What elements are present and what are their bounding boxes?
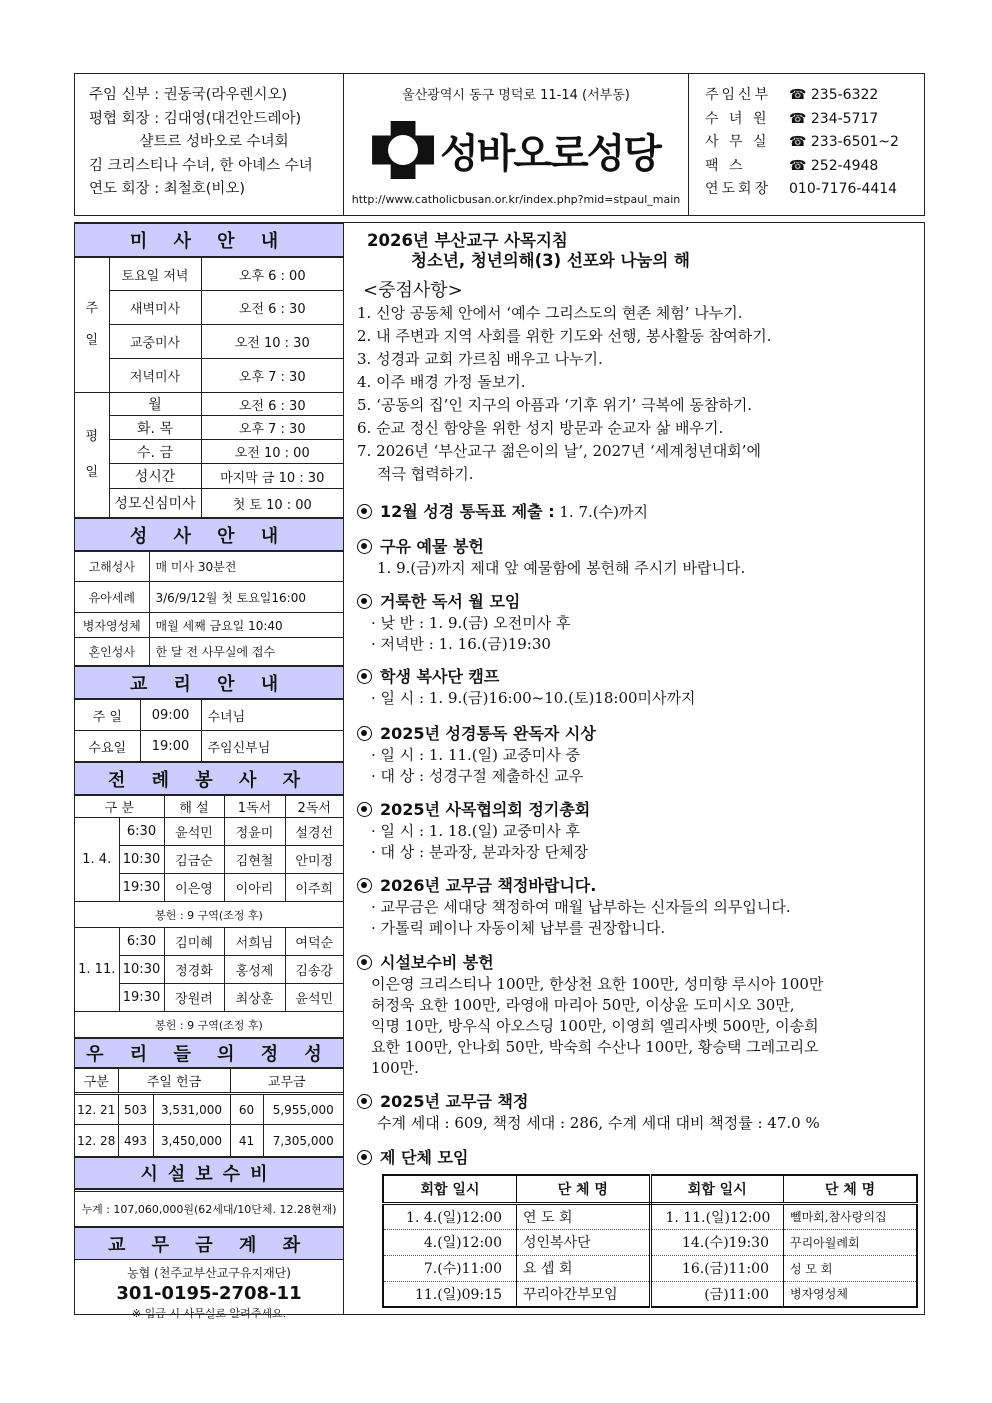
guideline-theme: 청소년, 청년의해(3) 선포와 나눔의 해: [411, 251, 690, 270]
mass-name: 새벽미사: [109, 291, 201, 325]
phone-row: [705, 108, 924, 132]
bulletin-header: [74, 73, 925, 216]
offering-row: [75, 1125, 343, 1157]
church-url[interactable]: http://www.catholicbusan.or.kr/index.php?mid=stpaul_main: [351, 193, 681, 206]
server-name: 김송강: [285, 956, 343, 984]
group-header-row: [383, 1175, 917, 1203]
group-name: 성 모 회: [784, 1255, 918, 1281]
liturgy-table: [75, 795, 343, 1038]
mass-row: [75, 325, 343, 359]
notice-line: · 저녁반 : 1. 16.(금)19:30: [371, 635, 551, 653]
phone-row: [705, 131, 924, 155]
church-address: 울산광역시 동구 명덕로 11-14 (서부동): [402, 88, 630, 103]
account-info: [75, 1260, 343, 1322]
mass-time: 오전 6 : 30: [201, 393, 343, 416]
sacrament-row: [75, 638, 343, 666]
server-name: 윤석민: [285, 984, 343, 1012]
mass-row: [75, 359, 343, 393]
sacrament-name: 혼인성사: [75, 638, 149, 666]
notice: [357, 501, 920, 523]
server-name: 김금순: [164, 846, 224, 874]
focus-item: 4. 이주 배경 가정 돌보기.: [357, 373, 526, 391]
focus-item: 1. 신앙 공동체 안에서 ‘예수 그리스도의 현존 체험’ 나누기.: [357, 304, 743, 322]
focus-item: 5. ‘공동의 집’인 지구의 아픔과 ‘기후 위기’ 극복에 동참하기.: [357, 396, 753, 414]
offering-cell: 41: [230, 1125, 263, 1157]
offering-cell: 5,955,000: [263, 1094, 343, 1125]
church-name: 성바오로성당: [440, 130, 660, 177]
sacrament-name: 유아세례: [75, 582, 149, 613]
server-name: 서희님: [224, 928, 285, 956]
notice-line: · 일 시 : 1. 11.(일) 교중미사 중: [371, 746, 580, 764]
notice-heading: [357, 723, 920, 745]
facility-table: [75, 1189, 343, 1227]
server-name: 홍성제: [224, 956, 285, 984]
notice-heading: [357, 536, 920, 558]
mass-time: 오전 10 : 30: [201, 325, 343, 359]
notice: [357, 536, 920, 579]
church-identity: [344, 74, 689, 215]
mass-time: 오후 6 : 00: [201, 258, 343, 291]
phone-number: ☎ 234-5717: [789, 110, 879, 127]
sacrament-info: [75, 518, 343, 551]
council-president-line: 평협 회장 : 김대영(대건안드레아): [89, 110, 302, 127]
group-name: 뻴마회,참사랑의집: [784, 1203, 918, 1229]
server-name: 김미혜: [164, 928, 224, 956]
server-name: 이주희: [285, 874, 343, 902]
phone-number: ☎ 252-4948: [789, 157, 879, 174]
phone-row: [705, 84, 924, 108]
bullet-icon: [357, 504, 372, 519]
clergy-info: [75, 74, 344, 215]
phone-label: 팩 스: [705, 157, 746, 174]
offering-col-header: 교무금: [230, 1069, 343, 1094]
group-col-header: 회합 일시: [650, 1175, 784, 1203]
catechism-teacher: 주임신부님: [201, 731, 343, 762]
mass-row: [75, 258, 343, 291]
notice-title: 12월 성경 통독표 제출 :: [380, 502, 555, 521]
mass-name: 교중미사: [109, 325, 201, 359]
mass-time: 첫 토 10 : 00: [201, 489, 343, 518]
server-name: 이은영: [164, 874, 224, 902]
server-name: 안미정: [285, 846, 343, 874]
notice-heading: [357, 591, 920, 613]
mass-time: 19:30: [119, 874, 164, 902]
sunday-label: 주 일: [75, 258, 109, 393]
catechism-row: [75, 700, 343, 731]
group-col-header: 단 체 명: [517, 1175, 651, 1203]
phone-row: [705, 155, 924, 179]
facility-fund: [75, 1157, 343, 1189]
mass-row: [75, 416, 343, 440]
sacrament-row: [75, 552, 343, 582]
notice-line: · 대 상 : 분과장, 분과차장 단체장: [371, 843, 589, 861]
bullet-icon: [357, 669, 372, 684]
phone-number: ☎ 233-6501~2: [789, 134, 899, 150]
meeting-time: (금)11:00: [650, 1281, 784, 1307]
mass-name: 월: [109, 393, 201, 416]
mass-time: 10:30: [119, 956, 164, 984]
mass-name: 성모신심미사: [109, 489, 201, 518]
notice-heading: [357, 875, 920, 897]
sacrament-detail: 한 달 전 사무실에 접수: [149, 638, 343, 666]
catechism-day: 수요일: [75, 731, 140, 762]
offering-col-header: 주일 헌금: [118, 1069, 230, 1094]
phone-list: [689, 74, 924, 215]
bulletin-body: [74, 222, 925, 1320]
right-column: [345, 223, 924, 1314]
mass-schedule: [75, 223, 343, 257]
catechism-day: 주 일: [75, 700, 140, 731]
weekday-label: 평 일: [75, 393, 109, 518]
phone-row: [705, 178, 924, 202]
phone-label: 수 녀 원: [705, 110, 770, 127]
bullet-icon: [357, 594, 372, 609]
group-row: [383, 1281, 917, 1307]
mass-time: 마지막 금 10 : 30: [201, 464, 343, 489]
server-name: 여덕순: [285, 928, 343, 956]
notice-inline: 1. 7.(수)까지: [559, 503, 648, 521]
offering-cell: 3,531,000: [153, 1094, 230, 1125]
catechism-info-title: 교 리 안 내: [75, 667, 343, 699]
group-row: [383, 1229, 917, 1255]
phone-label: 연도회장: [705, 181, 772, 197]
server-name: 장원려: [164, 984, 224, 1012]
offering-row: [75, 1094, 343, 1125]
liturgy-servers-title: 전 례 봉 사 자: [75, 763, 343, 795]
notice-title: 제 단체 모임: [380, 1148, 469, 1167]
funeral-president-line: 연도 회장 : 최철호(비오): [89, 181, 246, 197]
phone-number: ☎ 235-6322: [789, 87, 879, 103]
sacrament-name: 고해성사: [75, 552, 149, 582]
meeting-time: 14.(수)19:30: [650, 1229, 784, 1255]
meeting-time: 7.(수)11:00: [383, 1255, 517, 1281]
offering-stats: [75, 1038, 343, 1068]
notice-heading: [357, 666, 920, 688]
meeting-time: 11.(일)09:15: [383, 1281, 517, 1307]
liturgy-col-header: 2독서: [285, 796, 343, 818]
group-meetings-table: [382, 1174, 918, 1308]
notice-heading: [357, 1147, 920, 1169]
offering-cell: 12. 21: [75, 1094, 118, 1125]
meeting-time: 16.(금)11:00: [650, 1255, 784, 1281]
mass-row: [75, 291, 343, 325]
facility-total: 누계 : 107,060,000원(62세대/10단체. 12.28현재): [75, 1191, 343, 1227]
offering-header-row: [75, 1069, 343, 1094]
offering-cell: 493: [118, 1125, 153, 1157]
offering-cell: 12. 28: [75, 1125, 118, 1157]
sisters-names: 김 크리스티나 수녀, 한 아녜스 수녀: [89, 157, 313, 174]
offering-stats-title: 우 리 들 의 정 성: [75, 1039, 343, 1068]
notice-heading: [357, 1091, 920, 1113]
notice-title: 2025년 성경통독 완독자 시상: [380, 724, 596, 743]
sacrament-detail: 3/6/9/12월 첫 토요일16:00: [149, 582, 343, 613]
bullet-icon: [357, 539, 372, 554]
group-name: 성인복사단: [517, 1229, 651, 1255]
notice-line: 1. 9.(금)까지 제대 앞 예물함에 봉헌해 주시기 바랍니다.: [377, 559, 746, 577]
pastor-line: 주임 신부 : 권동국(라우렌시오): [89, 87, 288, 103]
notice-line: 요한 100만, 안나회 50만, 박숙희 수산나 100만, 황승택 그레고리오: [371, 1038, 819, 1056]
bullet-icon: [357, 726, 372, 741]
sisters-congregation: 샬트르 성바오로 수녀회: [139, 134, 289, 150]
group-name: 병자영성체: [784, 1281, 918, 1307]
catechism-info: [75, 666, 343, 699]
notice-title: 시설보수비 봉헌: [380, 953, 494, 972]
notice-title: 학생 복사단 캠프: [380, 667, 500, 686]
notice-line: 익명 10만, 방우식 아오스딩 100만, 이영희 엘리사벳 500만, 이송희: [371, 1017, 819, 1035]
notice-line: 100만.: [371, 1059, 419, 1077]
sacrament-row: [75, 613, 343, 638]
focus-label: <중점사항>: [363, 280, 463, 301]
server-name: 이아리: [224, 874, 285, 902]
notice-line: 이은영 크리스티나 100만, 한상천 요한 100만, 성미향 루시아 100만: [371, 975, 824, 993]
notice-title: 2025년 사목협의회 정기총회: [380, 800, 591, 819]
sacrament-row: [75, 582, 343, 613]
mass-time: 6:30: [119, 928, 164, 956]
group-name: 꾸리아월례회: [784, 1229, 918, 1255]
mass-row: [75, 464, 343, 489]
focus-item: 적극 협력하기.: [377, 465, 474, 483]
server-name: 정경화: [164, 956, 224, 984]
group-row: [383, 1203, 917, 1229]
mass-row: [75, 440, 343, 464]
focus-item: 6. 순교 정신 함양을 위한 성지 방문과 순교자 삶 배우기.: [357, 419, 724, 437]
liturgy-date: 1. 11.: [75, 928, 119, 1012]
notice-heading: [357, 952, 920, 974]
bullet-icon: [357, 955, 372, 970]
offering-district: 봉헌 : 9 구역(조정 후): [75, 902, 343, 928]
offering-row: [75, 902, 343, 928]
sacrament-table: [75, 551, 343, 666]
focus-item: 2. 내 주변과 지역 사회를 위한 기도와 선행, 봉사활동 참여하기.: [357, 327, 772, 345]
catechism-row: [75, 731, 343, 762]
notice-line: · 교무금은 세대당 책정하여 매월 납부하는 신자들의 의무입니다.: [371, 898, 791, 916]
group-name: 연 도 회: [517, 1203, 651, 1229]
notice-line: · 대 상 : 성경구절 제출하신 교우: [371, 767, 584, 785]
liturgy-col-header: 구 분: [75, 796, 164, 818]
group-col-header: 단 체 명: [784, 1175, 918, 1203]
focus-points: [357, 279, 920, 486]
notice-heading: [357, 501, 920, 523]
sacrament-info-title: 성 사 안 내: [75, 519, 343, 551]
offering-row: [75, 1012, 343, 1038]
bullet-icon: [357, 1150, 372, 1165]
notice-line: · 일 시 : 1. 9.(금)16:00~10.(토)18:00미사까지: [371, 689, 696, 707]
offering-cell: 503: [118, 1094, 153, 1125]
group-col-header: 회합 일시: [383, 1175, 517, 1203]
notice: [357, 666, 920, 709]
mass-time: 오후 7 : 30: [201, 359, 343, 393]
mass-time: 6:30: [119, 818, 164, 846]
mass-schedule-title: 미 사 안 내: [75, 224, 343, 257]
server-name: 최상훈: [224, 984, 285, 1012]
group-name: 꾸리아간부모임: [517, 1281, 651, 1307]
sacrament-detail: 매월 세째 금요일 10:40: [149, 613, 343, 638]
notice: [357, 1147, 920, 1169]
notice-title: 2025년 교무금 책정: [380, 1092, 529, 1111]
cross-dove-icon: [372, 121, 434, 179]
mass-time: 10:30: [119, 846, 164, 874]
notice: [357, 799, 920, 863]
notice-title: 2026년 교무금 책정바랍니다.: [380, 876, 597, 895]
phone-label: 주임신부: [705, 87, 772, 103]
notice-title: 구유 예물 봉헌: [380, 537, 484, 556]
notice-title: 거룩한 독서 월 모임: [380, 592, 521, 611]
notice: [357, 952, 920, 1079]
mass-name: 성시간: [109, 464, 201, 489]
liturgy-col-header: 1독서: [224, 796, 285, 818]
account-number: 301-0195-2708-11: [116, 1283, 302, 1304]
server-name: 김현철: [224, 846, 285, 874]
notice-line: · 낮 반 : 1. 9.(금) 오전미사 후: [371, 614, 571, 632]
facility-fund-title: 시설보수비: [75, 1158, 343, 1189]
mass-name: 수. 금: [109, 440, 201, 464]
tithe-account: [75, 1227, 343, 1260]
liturgy-row: [75, 928, 343, 956]
mass-time: 오전 6 : 30: [201, 291, 343, 325]
offering-district: 봉헌 : 9 구역(조정 후): [75, 1012, 343, 1038]
catechism-time: 19:00: [140, 731, 201, 762]
liturgy-col-header: 해 설: [164, 796, 224, 818]
group-name: 요 셉 회: [517, 1255, 651, 1281]
notice-heading: [357, 799, 920, 821]
focus-item: 3. 성경과 교회 가르침 배우고 나누기.: [357, 350, 603, 368]
catechism-table: [75, 699, 343, 762]
meeting-time: 1. 4.(일)12:00: [383, 1203, 517, 1229]
group-row: [383, 1255, 917, 1281]
server-name: 정윤미: [224, 818, 285, 846]
liturgy-servers: [75, 762, 343, 795]
notice: [357, 875, 920, 939]
liturgy-row: [75, 818, 343, 846]
phone-number: 010-7176-4414: [789, 181, 898, 197]
sacrament-name: 병자영성체: [75, 613, 149, 638]
church-logo: [344, 121, 688, 179]
catechism-teacher: 수녀님: [201, 700, 343, 731]
mass-schedule-table: [75, 257, 343, 518]
account-bank: 농협 (천주교부산교구유지재단): [127, 1266, 291, 1280]
mass-name: 화. 목: [109, 416, 201, 440]
bullet-icon: [357, 802, 372, 817]
mass-row: [75, 489, 343, 518]
pastoral-guideline: [367, 231, 920, 271]
phone-label: 사 무 실: [705, 134, 770, 150]
offering-cell: 7,305,000: [263, 1125, 343, 1157]
notice: [357, 1091, 920, 1134]
offering-cell: 60: [230, 1094, 263, 1125]
offering-col-header: 구분: [75, 1069, 118, 1094]
notice-line: 수계 세대 : 609, 책정 세대 : 286, 수계 세대 대비 책정률 : 47.0 %: [377, 1114, 820, 1132]
mass-time: 오전 10 : 00: [201, 440, 343, 464]
bullet-icon: [357, 878, 372, 893]
mass-row: [75, 393, 343, 416]
guideline-title: 2026년 부산교구 사목지침: [367, 231, 568, 250]
sacrament-detail: 매 미사 30분전: [149, 552, 343, 582]
notice-line: · 가톨릭 페이나 자동이체 납부를 권장합니다.: [371, 919, 666, 937]
meeting-time: 4.(일)12:00: [383, 1229, 517, 1255]
focus-item: 7. 2026년 ‘부산교구 젊은이의 날’, 2027년 ‘세계청년대회’에: [357, 442, 761, 460]
mass-time: 19:30: [119, 984, 164, 1012]
tithe-account-title: 교 무 금 계 좌: [75, 1228, 343, 1260]
offering-table: [75, 1068, 343, 1157]
left-column: [75, 223, 344, 1320]
offering-cell: 3,450,000: [153, 1125, 230, 1157]
notice-line: 허정욱 요한 100만, 라영애 마리아 50만, 이상윤 도미시오 30만,: [371, 996, 795, 1014]
mass-name: 저녁미사: [109, 359, 201, 393]
notice-line: · 일 시 : 1. 18.(일) 교중미사 후: [371, 822, 580, 840]
mass-time: 오후 7 : 30: [201, 416, 343, 440]
account-note: ※ 입금 시 사무실로 알려주세요.: [131, 1307, 287, 1320]
catechism-time: 09:00: [140, 700, 201, 731]
mass-name: 토요일 저녁: [109, 258, 201, 291]
server-name: 윤석민: [164, 818, 224, 846]
bullet-icon: [357, 1094, 372, 1109]
notice: [357, 723, 920, 787]
notice: [357, 591, 920, 655]
liturgy-date: 1. 4.: [75, 818, 119, 902]
liturgy-header-row: [75, 796, 343, 818]
meeting-time: 1. 11.(일)12:00: [650, 1203, 784, 1229]
server-name: 설경선: [285, 818, 343, 846]
